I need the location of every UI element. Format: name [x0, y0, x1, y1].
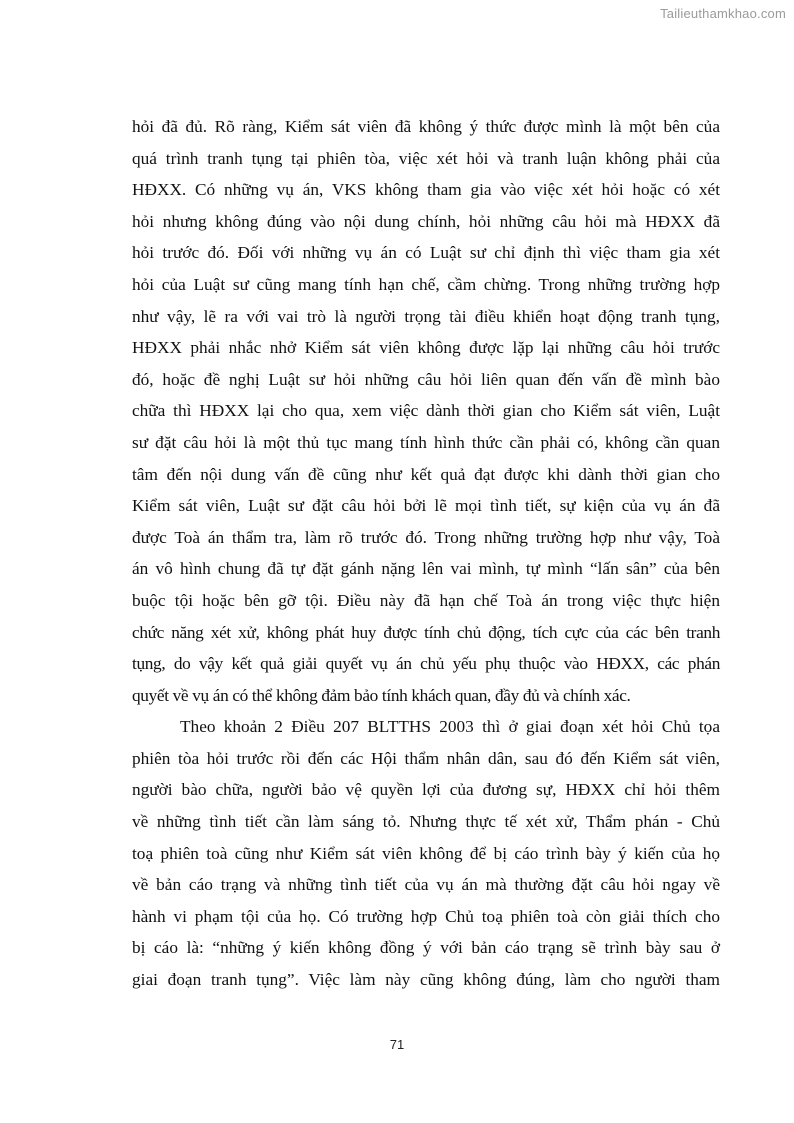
text-line: được Toà án thẩm tra, làm rõ trước đó. Trong những trường hợp như vậy, Toà [132, 527, 720, 547]
text-line: hỏi đã đủ. Rõ ràng, Kiểm sát viên đã không ý thức được mình là một bên của [132, 117, 720, 136]
text-line: phiên tòa hỏi trước rồi đến các Hội thẩm nhân dân, sau đó đến Kiểm sát viên, [132, 748, 720, 768]
text-line: quá trình tranh tụng tại phiên tòa, việc xét hỏi và tranh luận không phải của [132, 148, 720, 168]
page-number: 71 [389, 1037, 405, 1052]
text-line: hỏi nhưng không đúng vào nội dung chính, hỏi những câu hỏi mà HĐXX đã [132, 211, 720, 231]
text-line: người bào chữa, người bảo vệ quyền lợi của đương sự, HĐXX chỉ hỏi thêm [132, 780, 720, 800]
paragraph-2 [132, 711, 720, 995]
text-line: hành vi phạm tội của họ. Có trường hợp Chủ toạ phiên toà còn giải thích cho [132, 906, 720, 926]
text-line: Theo khoản 2 Điều 207 BLTTHS 2003 thì ở giai đoạn xét hỏi Chủ tọa [180, 717, 720, 737]
text-line: đó, hoặc đề nghị Luật sư hỏi những câu hỏi liên quan đến vấn đề mình bào [132, 369, 720, 389]
text-line: như vậy, lẽ ra với vai trò là người trọng tài điều khiển hoạt động tranh tụng, [132, 306, 720, 326]
text-line: toạ phiên toà cũng như Kiểm sát viên không để bị cáo trình bày ý kiến của họ [132, 843, 720, 863]
page-body [132, 111, 720, 996]
text-line: chức năng xét xử, không phát huy được tính chủ động, tích cực của các bên tranh [132, 622, 720, 642]
text-line: về những tình tiết cần làm sáng tỏ. Nhưng thực tế xét xử, Thẩm phán - Chủ [132, 812, 720, 832]
text-line: hỏi trước đó. Đối với những vụ án có Luật sư chỉ định thì việc tham gia xét [132, 243, 720, 263]
text-line: giai đoạn tranh tụng”. Việc làm này cũng không đúng, làm cho người tham [132, 970, 720, 990]
text-line: sư đặt câu hỏi là một thủ tục mang tính hình thức cần phải có, không cần quan [132, 432, 720, 452]
text-line: tụng, do vậy kết quả giải quyết vụ án chủ yếu phụ thuộc vào HĐXX, các phán [132, 654, 720, 674]
text-line: Kiểm sát viên, Luật sư đặt câu hỏi bởi lẽ mọi tình tiết, sự kiện của vụ án đã [132, 496, 720, 516]
text-line: HĐXX phải nhắc nhở Kiểm sát viên không được lặp lại những câu hỏi trước [132, 338, 720, 358]
text-line: HĐXX. Có những vụ án, VKS không tham gia vào việc xét hỏi hoặc có xét [132, 180, 720, 200]
watermark-text: Tailieuthamkhao.com [660, 6, 786, 21]
text-line: hỏi của Luật sư cũng mang tính hạn chế, cầm chừng. Trong những trường hợp [132, 274, 720, 294]
text-line: tâm đến nội dung vấn đề cũng như kết quả đạt được khi dành thời gian cho [132, 464, 720, 484]
text-line: về bản cáo trạng và những tình tiết của vụ án mà thường đặt câu hỏi ngay về [132, 875, 720, 895]
text-line: quyết về vụ án có thể không đảm bảo tính khách quan, đầy đủ và chính xác. [132, 685, 631, 705]
paragraph-1 [132, 111, 720, 711]
text-line: chữa thì HĐXX lại cho qua, xem việc dành thời gian cho Kiểm sát viên, Luật [132, 401, 720, 421]
text-line: án vô hình chung đã tự đặt gánh nặng lên vai mình, tự mình “lấn sân” của bên [132, 559, 720, 579]
text-line: buộc tội hoặc bên gỡ tội. Điều này đã hạn chế Toà án trong việc thực hiện [132, 590, 720, 610]
text-line: bị cáo là: “những ý kiến không đồng ý với bản cáo trạng sẽ trình bày sau ở [132, 938, 720, 958]
